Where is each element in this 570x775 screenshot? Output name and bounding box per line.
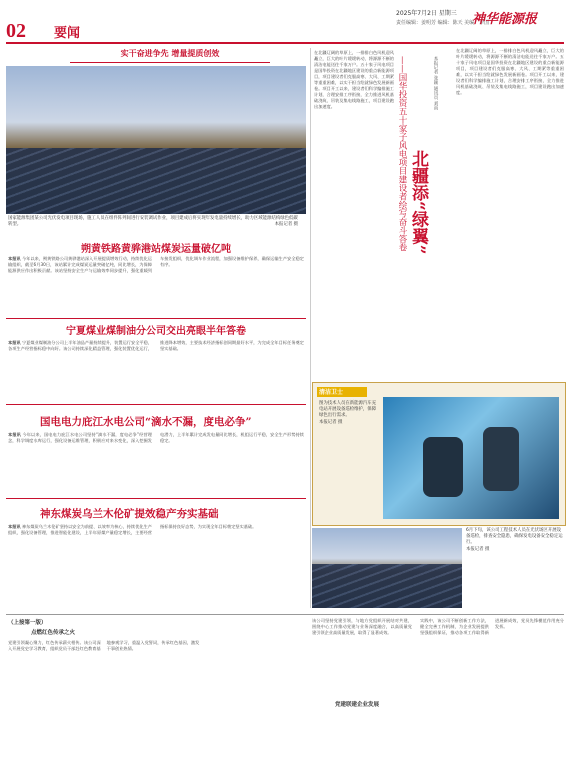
article-4-title: 神东煤炭乌兰木伦矿提效稳产夯实基础 — [40, 508, 219, 520]
divider-3 — [6, 498, 306, 499]
bottom-divider — [6, 614, 564, 615]
inset-title: 清洁卫士 — [319, 389, 344, 396]
header-rule — [6, 42, 564, 44]
column-divider — [310, 48, 311, 608]
page-number: 02 — [6, 20, 26, 42]
article-1-text: 今年以来，朔黄铁路公司黄骅港站深入开展提质增效行动，持续优化运输组织，截至6月30日，该站累计完成煤炭运量突破亿吨，同比增长，为保障能源供应作出积极贡献。该站坚持安全生产与运输效率同步提升，强化重载列车接发组织，优化调车作业流程，加强设备维护保养，确保运输生产安全稳定有序。 — [8, 256, 304, 273]
solar-panels — [6, 148, 306, 214]
bottom-left-kicker: （上接第一版） — [8, 620, 47, 626]
article-1-title: 朔黄铁路黄骅港站煤炭运量破亿吨 — [81, 244, 231, 255]
inset-caption-text: 图为技术人员在新能源汽车充电站开展设备巡检维护，保障绿色出行需求。 — [319, 401, 377, 419]
lead-photo-caption — [8, 216, 298, 236]
masthead-logo: 神华能源报 — [472, 12, 538, 27]
right-caption-text: 6月下旬，该公司工程技术人员在光伏场区开展设备巡检，排查安全隐患，确保发电设备安全稳定运行。 — [466, 528, 563, 546]
bottom-right-body: 实践中，该公司不断创新工作方法，健全完善工作机制，为企业发展提供坚强组织保证，推动各项工作取得新进展新成效，党员先锋模范作用充分发挥。 — [420, 618, 564, 635]
inset-box — [312, 382, 566, 526]
article-3-text: 今年以来，国电电力庇江水电公司坚持“滴水不漏，度电必争”经营理念，科学调度水库运行，强化设备运维管理，积极应对来水变化，深入挖掘发电潜力，上半年累计完成发电量同比增长，机组运行平稳，安全生产形势持续稳定。 — [8, 432, 304, 443]
article-3-body — [8, 432, 304, 492]
article-2-byline: 本报讯 — [8, 340, 21, 345]
article-3-title: 国电电力庇江水电公司“滴水不漏，度电必争” — [40, 416, 252, 428]
divider-2 — [6, 404, 306, 405]
feature-body-continued: 在北疆辽阔的草原上，一排排白色风机迎风矗立，巨大的叶片缓缓转动，将源源不断的清洁电能送往千家万户。五十家子风电项目是国华投资在北疆地区建设的重点新能源项目，项目建设者们克服高寒、大风、工期紧等重重困难，以实干担当绘就绿色发展新画卷。项目开工以来，建设者们科学编排施工计划，合理安排工序衔接，全力推进风机基础浇筑、吊装及集电线路施工，项目建设跑出加速度。 — [456, 48, 564, 95]
section-title: 要闻 — [54, 26, 81, 41]
article-4-text: 神东煤炭乌兰木伦矿坚持以安全为前提、以效率为核心，持续优化生产组织，强化设备管理，推进智能化建设，上半年原煤产量稳定增长，主要经营指标保持良好态势，为实现全年目标奠定坚实基础。 — [8, 524, 257, 535]
feature-byline: 本报记者 张颖 通讯员 刘雨 — [433, 56, 438, 110]
charger-plug — [423, 437, 463, 497]
article-2-body — [8, 340, 304, 400]
section-banner: 实干奋进争先 增量提质创效 — [70, 46, 270, 63]
right-photo-credit: 本报记者 摄 — [466, 546, 490, 552]
article-3-byline: 本报讯 — [8, 432, 21, 437]
charger-plug-2 — [483, 427, 519, 491]
feature-subtitle: ——国华投资五十家子风电项目建设者绘写奋斗答卷 — [397, 56, 407, 252]
lead-photo — [6, 66, 306, 214]
article-4-body — [8, 524, 304, 608]
article-1-body — [8, 256, 304, 306]
right-solar-panels — [312, 564, 462, 608]
issue-date: 2025年7月2日 星期三 — [396, 10, 457, 17]
article-2-text: 宁夏煤业煤制油分公司上半年油品产量持续提升，装置运行安全平稳，各项生产经营指标稳中向好。该公司持续深化精益管理，强化装置优化运行，推进降本增效，主要技术经济指标创同期最好水平，为完成全年目标任务奠定坚实基础。 — [8, 340, 304, 351]
right-photo-caption — [466, 528, 564, 608]
feature-title: 北疆添“绿翼” — [408, 150, 428, 255]
article-1-byline: 本报讯 — [8, 256, 21, 261]
right-photo — [312, 528, 462, 608]
editor-credits: 责任编辑：姜明芳 编辑：陈天 美编：李国 — [396, 20, 490, 26]
bottom-mid-title: 党建联建企业发展 — [334, 702, 379, 708]
caption-text: 国家能源集团某公司光伏发电项目现场，施工人员在组件阵列间进行安装调试作业，项目建成后将实现年发电量持续增长，助力区域能源结构绿色低碳转型。 — [8, 216, 298, 228]
inset-caption — [319, 401, 379, 511]
inset-credit: 本报记者 摄 — [319, 419, 343, 425]
inset-photo — [383, 397, 559, 519]
feature-body: 在北疆辽阔的草原上，一排排白色风机迎风矗立，巨大的叶片缓缓转动，将源源不断的清洁电能送往千家万户。五十家子风电项目是国华投资在北疆地区建设的重点新能源项目，项目建设者们克服高寒、大风、工期紧等重重困难，以实干担当绘就绿色发展新画卷。项目开工以来，建设者们科学编排施工计划，合理安排工序衔接，全力推进风机基础浇筑、吊装及集电线路施工，项目建设跑出加速度。 — [314, 50, 394, 109]
bottom-left-title: 点燃红色传承之火 — [30, 630, 75, 636]
divider-1 — [6, 318, 306, 319]
bottom-left-body: 党建引领凝心聚力，红色传承薪火相传。该公司深入开展党史学习教育，组织党员干部赴红色教育基地参观学习，重温入党誓词，传承红色基因，激发干事创业热情。 — [8, 640, 200, 651]
article-4-byline: 本报讯 — [8, 524, 21, 529]
article-2-title: 宁夏煤业煤制油分公司交出亮眼半年答卷 — [66, 326, 246, 337]
photo-credit: 本报记者 摄 — [274, 222, 298, 228]
bottom-mid-body: 该公司坚持党建引领，与地方党组织开展结对共建，围绕中心工作推动党建与业务深度融合，以高质量党建引领企业高质量发展，取得了显著成效。 — [312, 618, 412, 635]
